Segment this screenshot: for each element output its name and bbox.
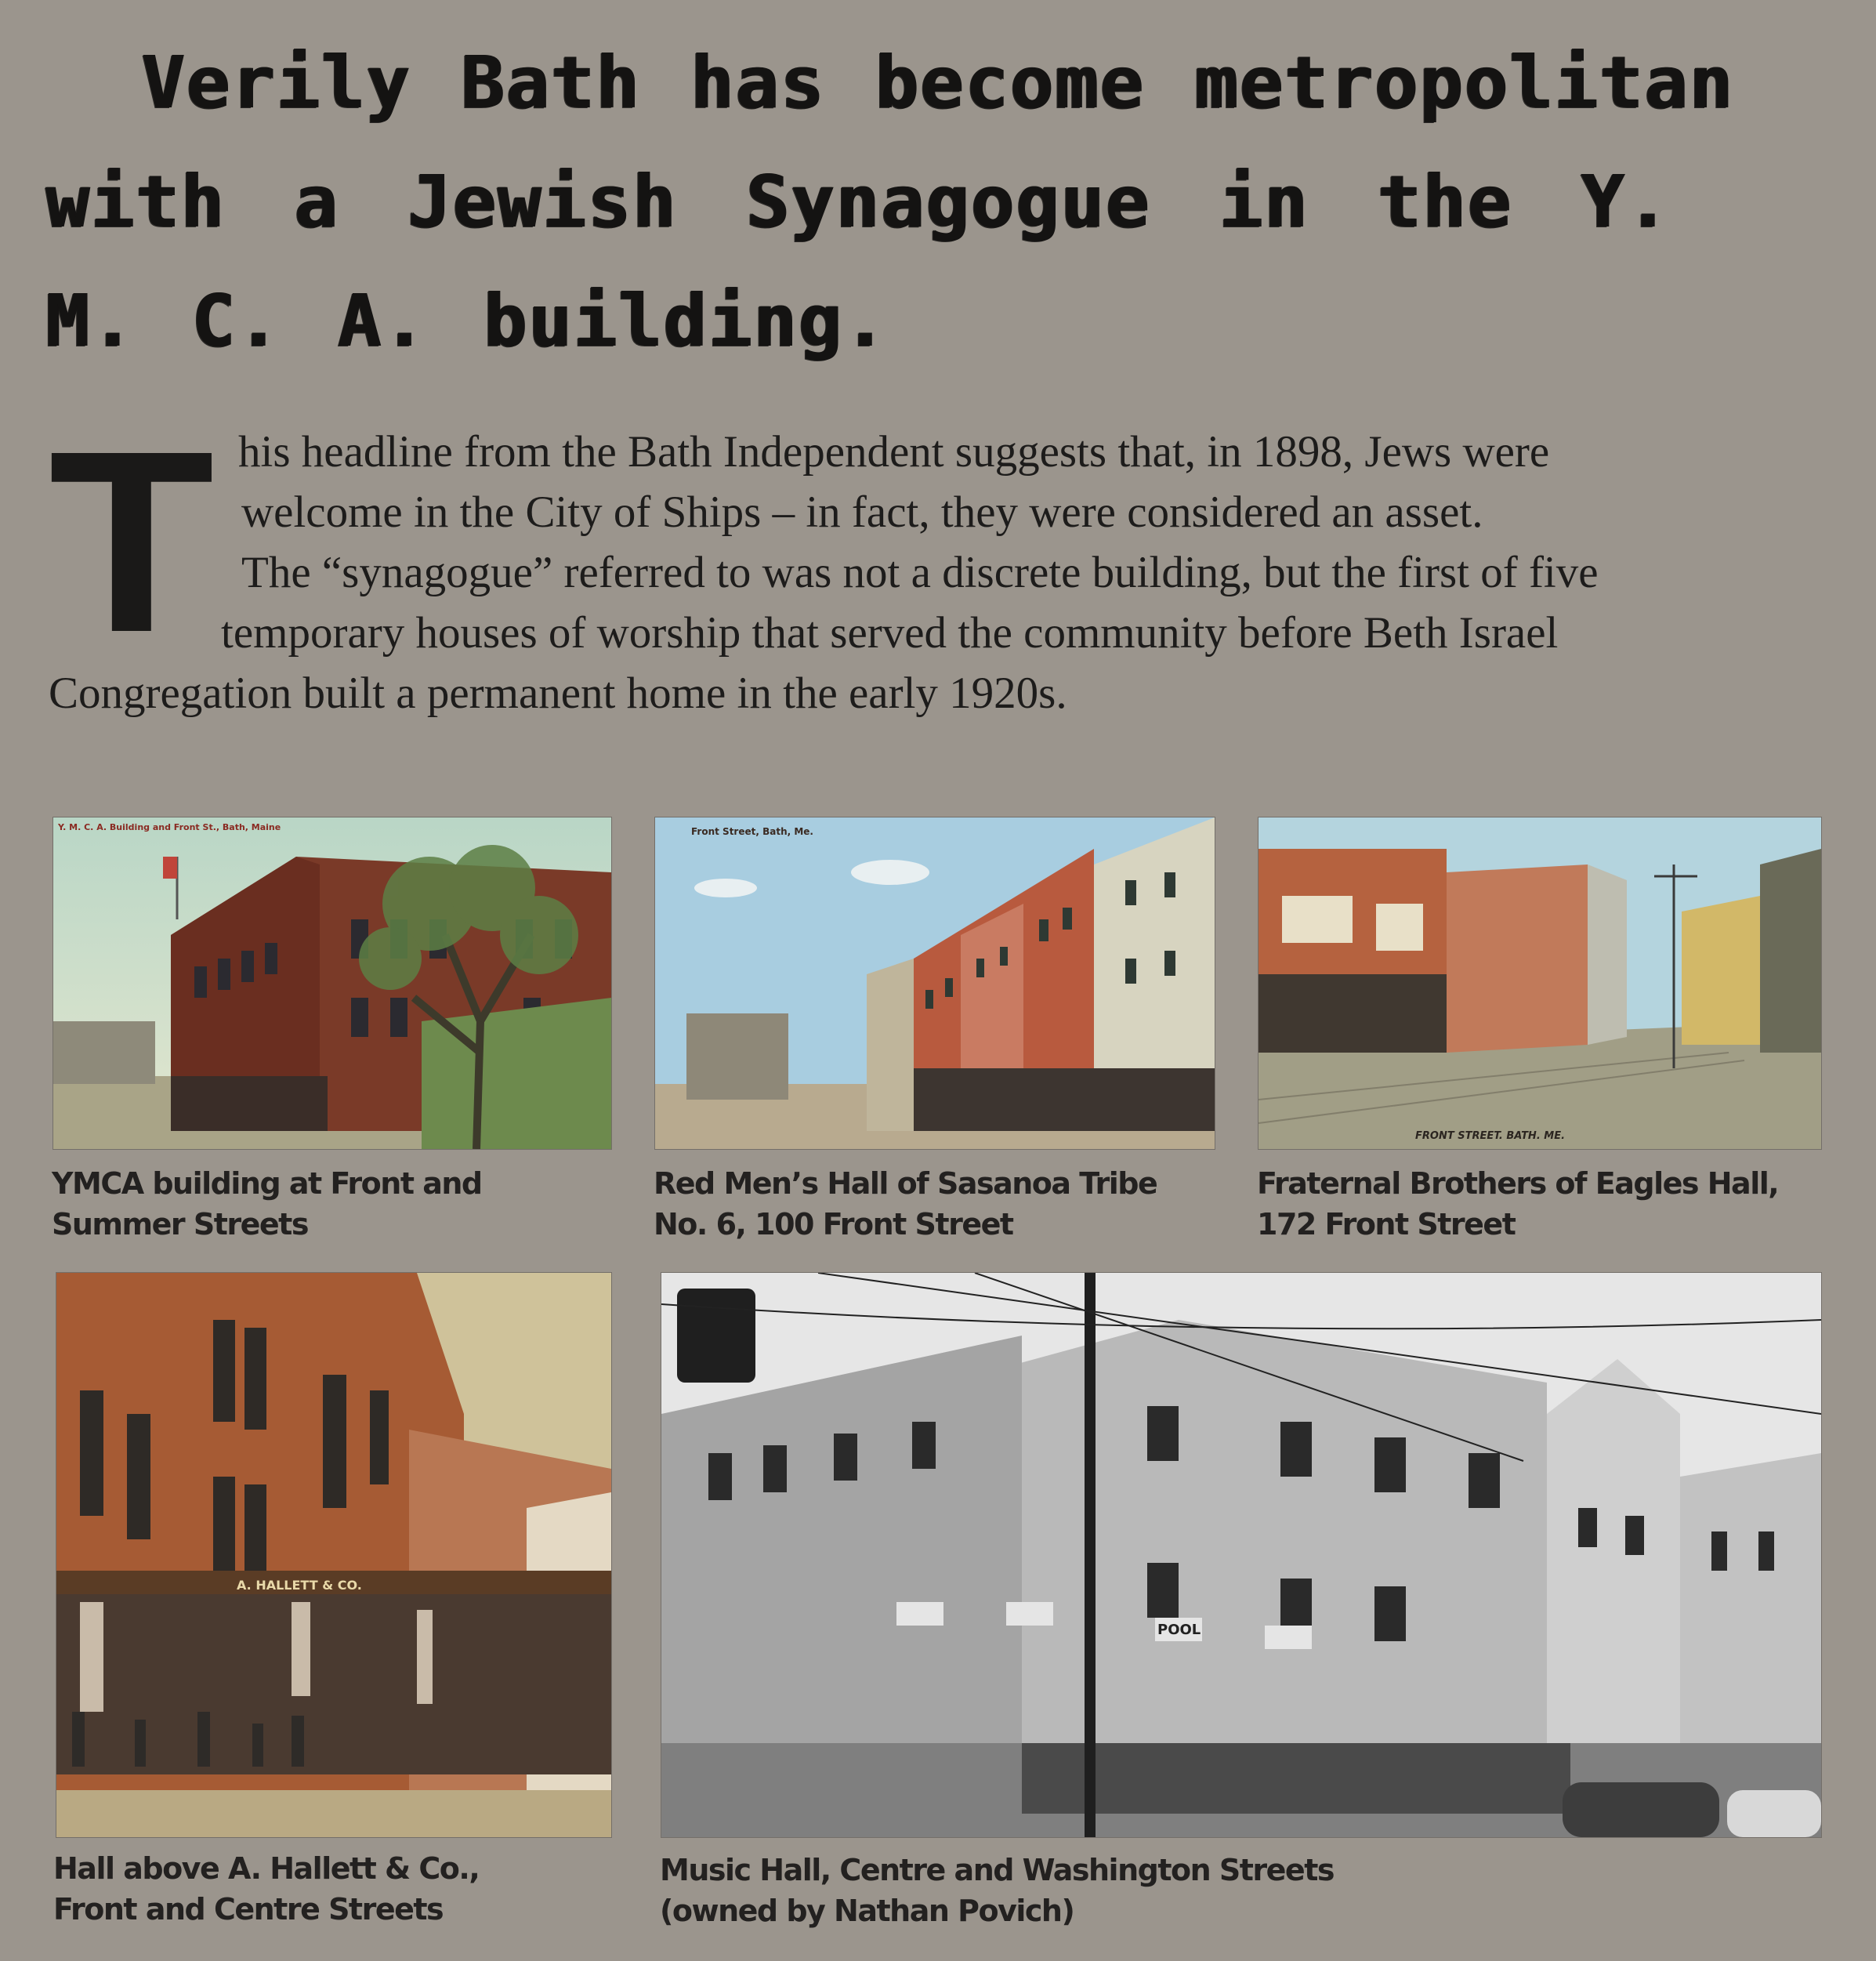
photo-hallett-building xyxy=(56,1273,611,1837)
caption-music-hall xyxy=(660,1850,1334,1931)
postcard-text-ymca: Y. M. C. A. Building and Front St., Bath, Maine xyxy=(58,822,281,832)
headline-line-3: M. C. A. building. xyxy=(45,279,888,363)
intro-line-2: welcome in the City of Ships – in fact, they were considered an asset. xyxy=(241,488,1483,537)
caption-red-mens-hall xyxy=(654,1163,1157,1245)
photo-ymca-building xyxy=(53,817,611,1149)
intro-paragraph xyxy=(49,397,1773,723)
photo-eagles-hall xyxy=(1259,817,1821,1149)
caption-line: YMCA building at Front and xyxy=(52,1166,482,1201)
headline-line-2: with a Jewish Synagogue in the Y. xyxy=(45,160,1671,244)
caption-line: Summer Streets xyxy=(52,1207,308,1241)
drop-cap: T xyxy=(49,397,215,686)
intro-line-3: The “synagogue” referred to was not a discrete building, but the first of five xyxy=(241,548,1599,597)
sign-text-pool: POOL xyxy=(1157,1622,1201,1638)
intro-line-5: Congregation built a permanent home in the early 1920s. xyxy=(49,669,1067,718)
caption-line: Red Men’s Hall of Sasanoa Tribe xyxy=(654,1166,1157,1201)
photo-red-mens-hall xyxy=(655,817,1215,1149)
postcard-text-eagles: FRONT STREET. BATH. ME. xyxy=(1415,1130,1566,1142)
caption-line: Music Hall, Centre and Washington Streets xyxy=(660,1853,1334,1887)
postcard-text-hallett: A. HALLETT & CO. xyxy=(237,1578,362,1593)
caption-eagles-hall xyxy=(1257,1163,1778,1245)
caption-line: Hall above A. Hallett & Co., xyxy=(53,1851,480,1886)
intro-line-4: temporary houses of worship that served the community before Beth Israel xyxy=(221,608,1559,658)
caption-line: 172 Front Street xyxy=(1257,1207,1516,1241)
caption-hallett-building xyxy=(53,1848,479,1930)
caption-ymca xyxy=(52,1163,482,1245)
headline-line-1: Verily Bath has become metropolitan xyxy=(141,41,1734,125)
caption-line: No. 6, 100 Front Street xyxy=(654,1207,1013,1241)
photo-music-hall xyxy=(661,1273,1821,1837)
caption-line: Front and Centre Streets xyxy=(53,1892,444,1927)
postcard-text-red-mens: Front Street, Bath, Me. xyxy=(691,826,813,837)
caption-line: (owned by Nathan Povich) xyxy=(660,1894,1074,1928)
newspaper-headline xyxy=(45,24,1848,381)
caption-line: Fraternal Brothers of Eagles Hall, xyxy=(1257,1166,1779,1201)
intro-line-1: his headline from the Bath Independent suggests that, in 1898, Jews were xyxy=(238,427,1550,477)
